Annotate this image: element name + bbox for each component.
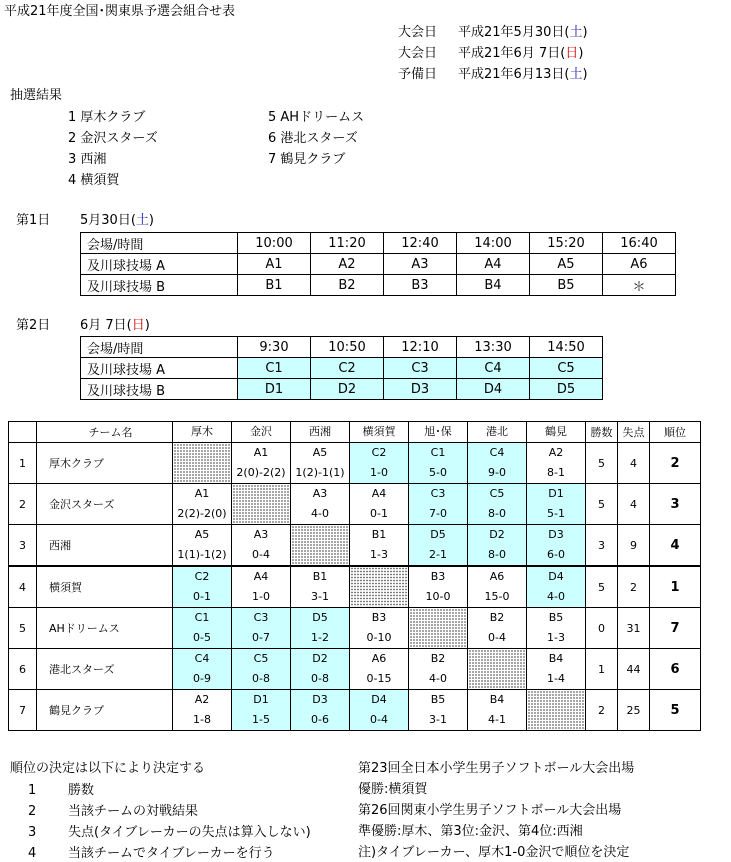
date-value [458,25,588,41]
schedule-row [81,275,676,296]
rule-number: 3 [28,825,37,840]
game-code: C4 [468,443,527,464]
game-cell: C4 [457,358,530,379]
venue-cell: 及川球技場 A [81,254,238,275]
lottery-entry: 1 厚木クラブ [68,110,146,125]
schedule-row [81,358,603,379]
team-row [9,690,701,711]
team-name: 港北スターズ [37,649,173,690]
game-code: B3 [350,608,409,629]
results-header-cell: 鶴見 [527,422,586,443]
game-code: D1 [527,484,586,505]
game-cell: 12:10 [384,337,457,358]
game-code: B1 [291,566,350,587]
game-score: 0-15 [350,669,409,690]
game-cell: 11:20 [311,233,384,254]
game-cell: 16:40 [603,233,676,254]
game-cell: B3 [384,275,457,296]
team-name: 金沢スターズ [37,484,173,525]
game-score: 3-1 [291,587,350,608]
day2-schedule-table [80,336,603,400]
team-number: 2 [9,484,37,525]
team-name: AHドリームス [37,608,173,649]
runs-allowed: 2 [618,566,650,608]
game-code: D5 [291,608,350,629]
lottery-entry: 3 西湘 [68,152,107,167]
game-cell: C2 [311,358,384,379]
results-header-cell: 失点 [618,422,650,443]
game-score: 1-8 [173,710,232,731]
game-code: C2 [350,443,409,464]
team-name: 西湘 [37,525,173,567]
game-code: D4 [527,566,586,587]
game-cell: 15:20 [530,233,603,254]
team-rank: 7 [650,608,701,649]
game-score: 4-0 [527,587,586,608]
game-score: 0-8 [291,669,350,690]
rule-text: 失点(タイブレーカーの失点は算入しない) [68,825,311,840]
team-name: 厚木クラブ [37,443,173,484]
game-code: B2 [468,608,527,629]
team-name: 横須賀 [37,566,173,608]
self-match-cell [409,608,468,649]
game-cell: D1 [238,379,311,400]
game-code: A2 [527,443,586,464]
lottery-heading: 抽選結果 [10,88,63,103]
game-score: 10-0 [409,587,468,608]
game-score: 0-4 [468,628,527,649]
rule-text: 当該チームでタイブレーカーを行う [68,846,275,861]
team-rank: 5 [650,690,701,731]
game-code: B5 [409,690,468,711]
schedule-header-row [81,337,603,358]
lottery-entry: 2 金沢スターズ [68,131,158,146]
runs-allowed: 9 [618,525,650,567]
game-cell: A4 [457,254,530,275]
day1-schedule-table [80,232,676,296]
day2-date: 6月 7日(日) [80,318,150,333]
game-score: 0-8 [232,669,291,690]
team-row [9,566,701,587]
rule-number: 4 [28,846,37,861]
game-score: 0-5 [173,628,232,649]
venue-cell: 及川球技場 B [81,379,238,400]
game-score: 1-0 [232,587,291,608]
date-label: 大会日 [398,25,438,40]
game-code: C3 [232,608,291,629]
game-code: B2 [409,649,468,670]
results-header-cell: チーム名 [37,422,173,443]
game-cell: A6 [603,254,676,275]
day-of-week: 土 [569,25,583,40]
game-cell: B1 [238,275,311,296]
game-code: B1 [350,525,409,546]
game-score: 7-0 [409,504,468,525]
game-score: 15-0 [468,587,527,608]
wins-count: 1 [586,649,618,690]
game-code: D4 [350,690,409,711]
game-score: 3-1 [409,710,468,731]
game-cell: A1 [238,254,311,275]
runs-allowed: 31 [618,608,650,649]
game-code: C4 [173,649,232,670]
rule-text: 勝数 [68,783,95,798]
day1-label: 第1日 [16,213,51,228]
game-cell: 14:50 [530,337,603,358]
game-cell: D5 [530,379,603,400]
rule-number: 1 [28,783,37,798]
team-number: 1 [9,443,37,484]
game-cell: 9:30 [238,337,311,358]
game-score: 6-0 [527,545,586,566]
day2-label: 第2日 [16,318,51,333]
game-score: 4-1 [468,710,527,731]
game-cell: D4 [457,379,530,400]
game-cell: 10:50 [311,337,384,358]
date-value [458,46,583,62]
game-score: 1-5 [232,710,291,731]
date-text: 平成21年6月13日( [458,67,570,82]
game-score: 0-7 [232,628,291,649]
self-match-cell [527,690,586,731]
game-code: B5 [527,608,586,629]
header-blank [9,422,37,443]
venue-cell: 会場/時間 [81,233,238,254]
date-text: 平成21年5月30日( [458,25,570,40]
wins-count: 5 [586,443,618,484]
date-value [458,67,588,83]
team-number: 7 [9,690,37,731]
team-row [9,484,701,505]
game-score: 1-2 [291,628,350,649]
game-code: A6 [468,566,527,587]
game-cell: A2 [311,254,384,275]
team-rank: 1 [650,566,701,608]
results-header-cell: 横須賀 [350,422,409,443]
tournament-note: 第23回全日本小学生男子ソフトボール大会出場 [358,761,635,776]
game-code: C1 [409,443,468,464]
game-cell: D3 [384,379,457,400]
team-row [9,443,701,464]
game-score: 1-3 [527,628,586,649]
game-score: 0-4 [232,545,291,566]
date-suffix: ) [582,25,588,40]
game-score: 8-1 [527,463,586,484]
game-score: 0-9 [173,669,232,690]
game-code: C2 [173,566,232,587]
results-header-cell: 金沢 [232,422,291,443]
game-code: A4 [350,484,409,505]
wins-count: 5 [586,484,618,525]
game-cell: C1 [238,358,311,379]
game-score: 2(0)-2(2) [232,463,291,484]
lottery-entry: 7 鶴見クラブ [268,152,346,167]
team-name: 鶴見クラブ [37,690,173,731]
date-text: 平成21年6月 7日( [458,46,566,61]
schedule-row [81,379,603,400]
results-header-cell: 西湘 [291,422,350,443]
tournament-note: 優勝:横須賀 [358,782,428,797]
game-score: 4-0 [409,669,468,690]
game-score: 4-0 [291,504,350,525]
game-score: 1-0 [350,463,409,484]
team-number: 6 [9,649,37,690]
game-code: A5 [291,443,350,464]
game-code: A2 [173,690,232,711]
schedule-header-row [81,233,676,254]
game-code: A5 [173,525,232,546]
team-number: 5 [9,608,37,649]
ranking-rules-heading: 順位の決定は以下により決定する [10,761,206,776]
venue-cell: 及川球技場 B [81,275,238,296]
team-rank: 2 [650,443,701,484]
date-label: 予備日 [398,67,438,82]
game-score: 1-4 [527,669,586,690]
game-code: A4 [232,566,291,587]
self-match-cell [468,649,527,690]
game-cell: 12:40 [384,233,457,254]
results-header-cell: 順位 [650,422,701,443]
self-match-cell [173,443,232,484]
date-suffix: ) [582,67,588,82]
game-code: B4 [468,690,527,711]
team-row [9,608,701,629]
rule-number: 2 [28,804,37,819]
date-label: 大会日 [398,46,438,61]
rule-text: 当該チームの対戦結果 [68,804,199,819]
team-row [9,649,701,670]
game-score: 1(1)-1(2) [173,545,232,566]
game-code: B4 [527,649,586,670]
game-code: A3 [232,525,291,546]
game-code: B3 [409,566,468,587]
lottery-entry: 4 横須賀 [68,173,120,188]
game-code: D2 [291,649,350,670]
game-code: D3 [527,525,586,546]
lottery-entry: 5 AHドリームス [268,110,365,125]
lottery-entry: 6 港北スターズ [268,131,358,146]
team-number: 3 [9,525,37,567]
results-header-row [9,422,701,443]
game-code: C5 [468,484,527,505]
game-score: 0-6 [291,710,350,731]
game-score: 1-3 [350,545,409,566]
game-cell: A5 [530,254,603,275]
self-match-cell [291,525,350,567]
wins-count: 3 [586,525,618,567]
game-code: A6 [350,649,409,670]
page-title: 平成21年度全国･関東県予選会組合せ表 [4,4,236,19]
schedule-row [81,254,676,275]
game-score: 9-0 [468,463,527,484]
day1-date: 5月30日(土) [80,213,154,228]
runs-allowed: 4 [618,484,650,525]
team-rank: 6 [650,649,701,690]
tournament-note: 注)タイブレーカー、厚木1-0金沢で順位を決定 [358,845,630,860]
team-rank: 3 [650,484,701,525]
game-score: 2(2)-2(0) [173,504,232,525]
game-cell: B5 [530,275,603,296]
game-score: 5-0 [409,463,468,484]
results-header-cell: 旭･保 [409,422,468,443]
game-score: 1(2)-1(1) [291,463,350,484]
game-cell: ＊ [603,275,676,296]
game-cell: B4 [457,275,530,296]
game-score: 5-1 [527,504,586,525]
game-cell: 13:30 [457,337,530,358]
game-code: D5 [409,525,468,546]
venue-cell: 及川球技場 A [81,358,238,379]
game-cell: A3 [384,254,457,275]
game-code: D2 [468,525,527,546]
wins-count: 5 [586,566,618,608]
game-score: 0-1 [173,587,232,608]
game-score: 8-0 [468,545,527,566]
wins-count: 2 [586,690,618,731]
game-score: 0-10 [350,628,409,649]
team-number: 4 [9,566,37,608]
team-rank: 4 [650,525,701,567]
runs-allowed: 25 [618,690,650,731]
day-of-week: 土 [569,67,583,82]
game-score: 2-1 [409,545,468,566]
game-code: A3 [291,484,350,505]
game-code: A1 [232,443,291,464]
game-score: 8-0 [468,504,527,525]
results-table [8,421,701,731]
self-match-cell [350,566,409,608]
game-score: 0-1 [350,504,409,525]
game-code: D3 [291,690,350,711]
tournament-note: 第26回関東小学生男子ソフトボール大会出場 [358,803,622,818]
game-code: C5 [232,649,291,670]
game-cell: 14:00 [457,233,530,254]
date-suffix: ) [578,46,584,61]
game-code: C1 [173,608,232,629]
game-code: A1 [173,484,232,505]
game-cell: 10:00 [238,233,311,254]
results-header-cell: 港北 [468,422,527,443]
results-header-cell: 勝数 [586,422,618,443]
game-cell: C5 [530,358,603,379]
self-match-cell [232,484,291,525]
results-header-cell: 厚木 [173,422,232,443]
team-row [9,525,701,546]
game-code: C3 [409,484,468,505]
game-score: 0-4 [350,710,409,731]
venue-cell: 会場/時間 [81,337,238,358]
runs-allowed: 4 [618,443,650,484]
game-cell: B2 [311,275,384,296]
day-of-week: 日 [565,46,579,61]
runs-allowed: 44 [618,649,650,690]
tournament-note: 準優勝:厚木、第3位:金沢、第4位:西湘 [358,824,583,839]
game-code: D1 [232,690,291,711]
wins-count: 0 [586,608,618,649]
game-cell: C3 [384,358,457,379]
game-cell: D2 [311,379,384,400]
